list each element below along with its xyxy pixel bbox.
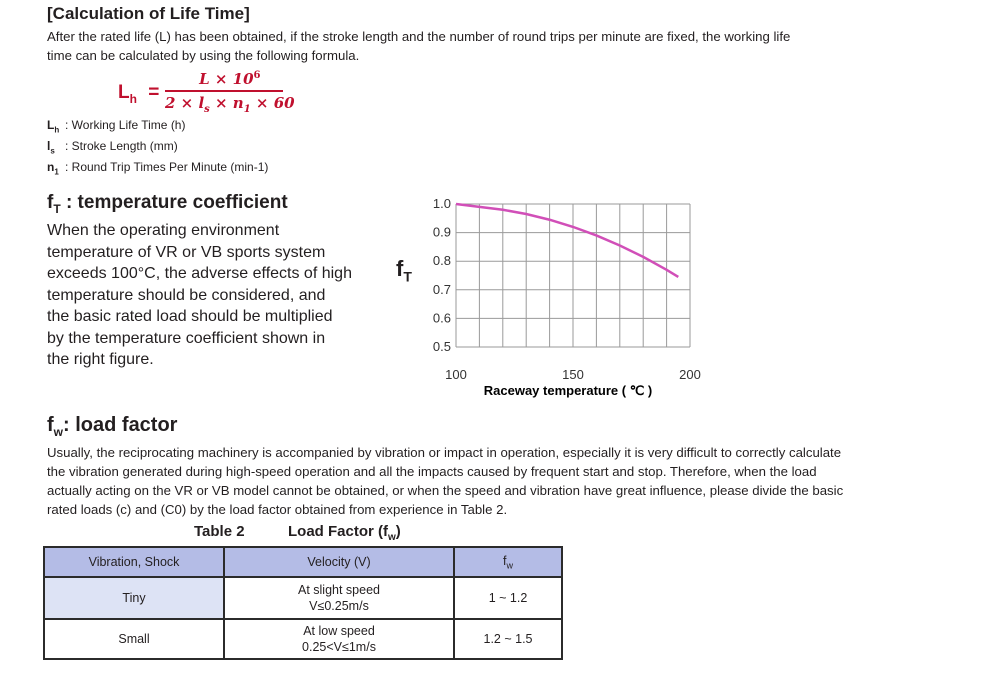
definition-lh: $L_h$ : Working Life Time (h)	[47, 118, 186, 135]
cell-velocity: At low speed 0.25<V≤1m/s	[224, 619, 454, 659]
x-tick-label: 200	[679, 367, 701, 382]
y-tick-label: 1.0	[432, 196, 451, 211]
section-title: [Calculation of Life Time]	[47, 4, 250, 23]
cell-shock: Small	[44, 619, 224, 659]
table-header-row	[44, 547, 562, 577]
y-tick-label: 0.7	[432, 281, 451, 297]
table-caption-number: Table 2	[194, 523, 245, 540]
temperature-line: the right figure.	[47, 351, 154, 368]
load-line: actually acting on the VR or VB model cannot be obtained, or when the speed and vibration have great influence, please divide the basic	[47, 483, 844, 498]
load-line: rated loads (c) and (C0) by the load factor obtained from experience in Table 2.	[47, 502, 508, 517]
chart-y-ticks	[433, 196, 451, 354]
temperature-line: temperature of VR or VB sports system	[47, 243, 326, 261]
temperature-line: When the operating environment	[47, 222, 280, 239]
y-tick-label: 0.6	[432, 310, 451, 326]
load-line: Usually, the reciprocating machinery is accompanied by vibration or impact in operation, especially it is very difficult to correctly calculate	[47, 445, 842, 460]
formula-fraction	[165, 70, 295, 115]
intro-line-2: time can be calculated by using the following formula.	[47, 48, 360, 63]
y-tick-label: 0.5	[432, 339, 451, 354]
chart-x-ticks	[445, 367, 701, 382]
formula-numerator: $L \times 10^6$	[199, 70, 261, 88]
cell-factor: 1 ~ 1.2	[454, 577, 562, 619]
temperature-line: the basic rated load should be multiplied	[47, 308, 333, 325]
header-fw: $f_w$	[454, 547, 562, 577]
chart-ylabel: $f_T$	[396, 256, 412, 285]
header-vibration-shock: Vibration, Shock	[44, 547, 224, 577]
temperature-chart	[420, 192, 720, 402]
table-caption-title: Load Factor $(f_w)$	[288, 523, 401, 543]
chart-grid	[456, 204, 690, 347]
x-tick-label: 150	[562, 367, 584, 382]
formula-lhs: $L_h$ =	[118, 82, 160, 106]
header-velocity: Velocity (V)	[224, 547, 454, 577]
x-tick-label: 100	[445, 367, 467, 382]
temperature-paragraph	[47, 220, 352, 371]
load-factor-table	[43, 546, 563, 660]
temperature-line: exceeds 100°C, the adverse effects of high	[47, 265, 352, 282]
temperature-line: temperature should be considered, and	[47, 286, 326, 304]
load-paragraph	[47, 443, 843, 519]
temperature-title: $f_T$ : temperature coefficient	[47, 192, 288, 216]
chart-series-line	[456, 204, 678, 277]
cell-shock: Tiny	[44, 577, 224, 619]
table-row	[44, 577, 562, 619]
cell-factor: 1.2 ~ 1.5	[454, 619, 562, 659]
intro-paragraph	[47, 27, 790, 65]
formula-denominator: $2 \times l_s \times n_1 \times 60$	[165, 94, 295, 115]
y-tick-label: 0.8	[432, 253, 451, 269]
chart-xlabel: Raceway temperature ( ℃ )	[483, 383, 653, 398]
load-title: $f_w$: load factor	[47, 414, 178, 439]
definition-n1: $n_1$ : Round Trip Times Per Minute (min-1)	[47, 160, 269, 177]
cell-velocity: At slight speed V≤0.25m/s	[224, 577, 454, 619]
load-line: the vibration generated during high-speed operation and all the impacts caused by frequent start and stop. Therefore, when the load	[47, 464, 817, 479]
intro-line-1: After the rated life (L) has been obtained, if the stroke length and the number of round trips per minute are fixed, the working life	[47, 29, 791, 44]
table-row	[44, 619, 562, 659]
temperature-line: by the temperature coefficient shown in	[47, 329, 326, 347]
y-tick-label: 0.9	[432, 224, 451, 240]
definition-ls: $l_s$ : Stroke Length (mm)	[47, 139, 178, 156]
